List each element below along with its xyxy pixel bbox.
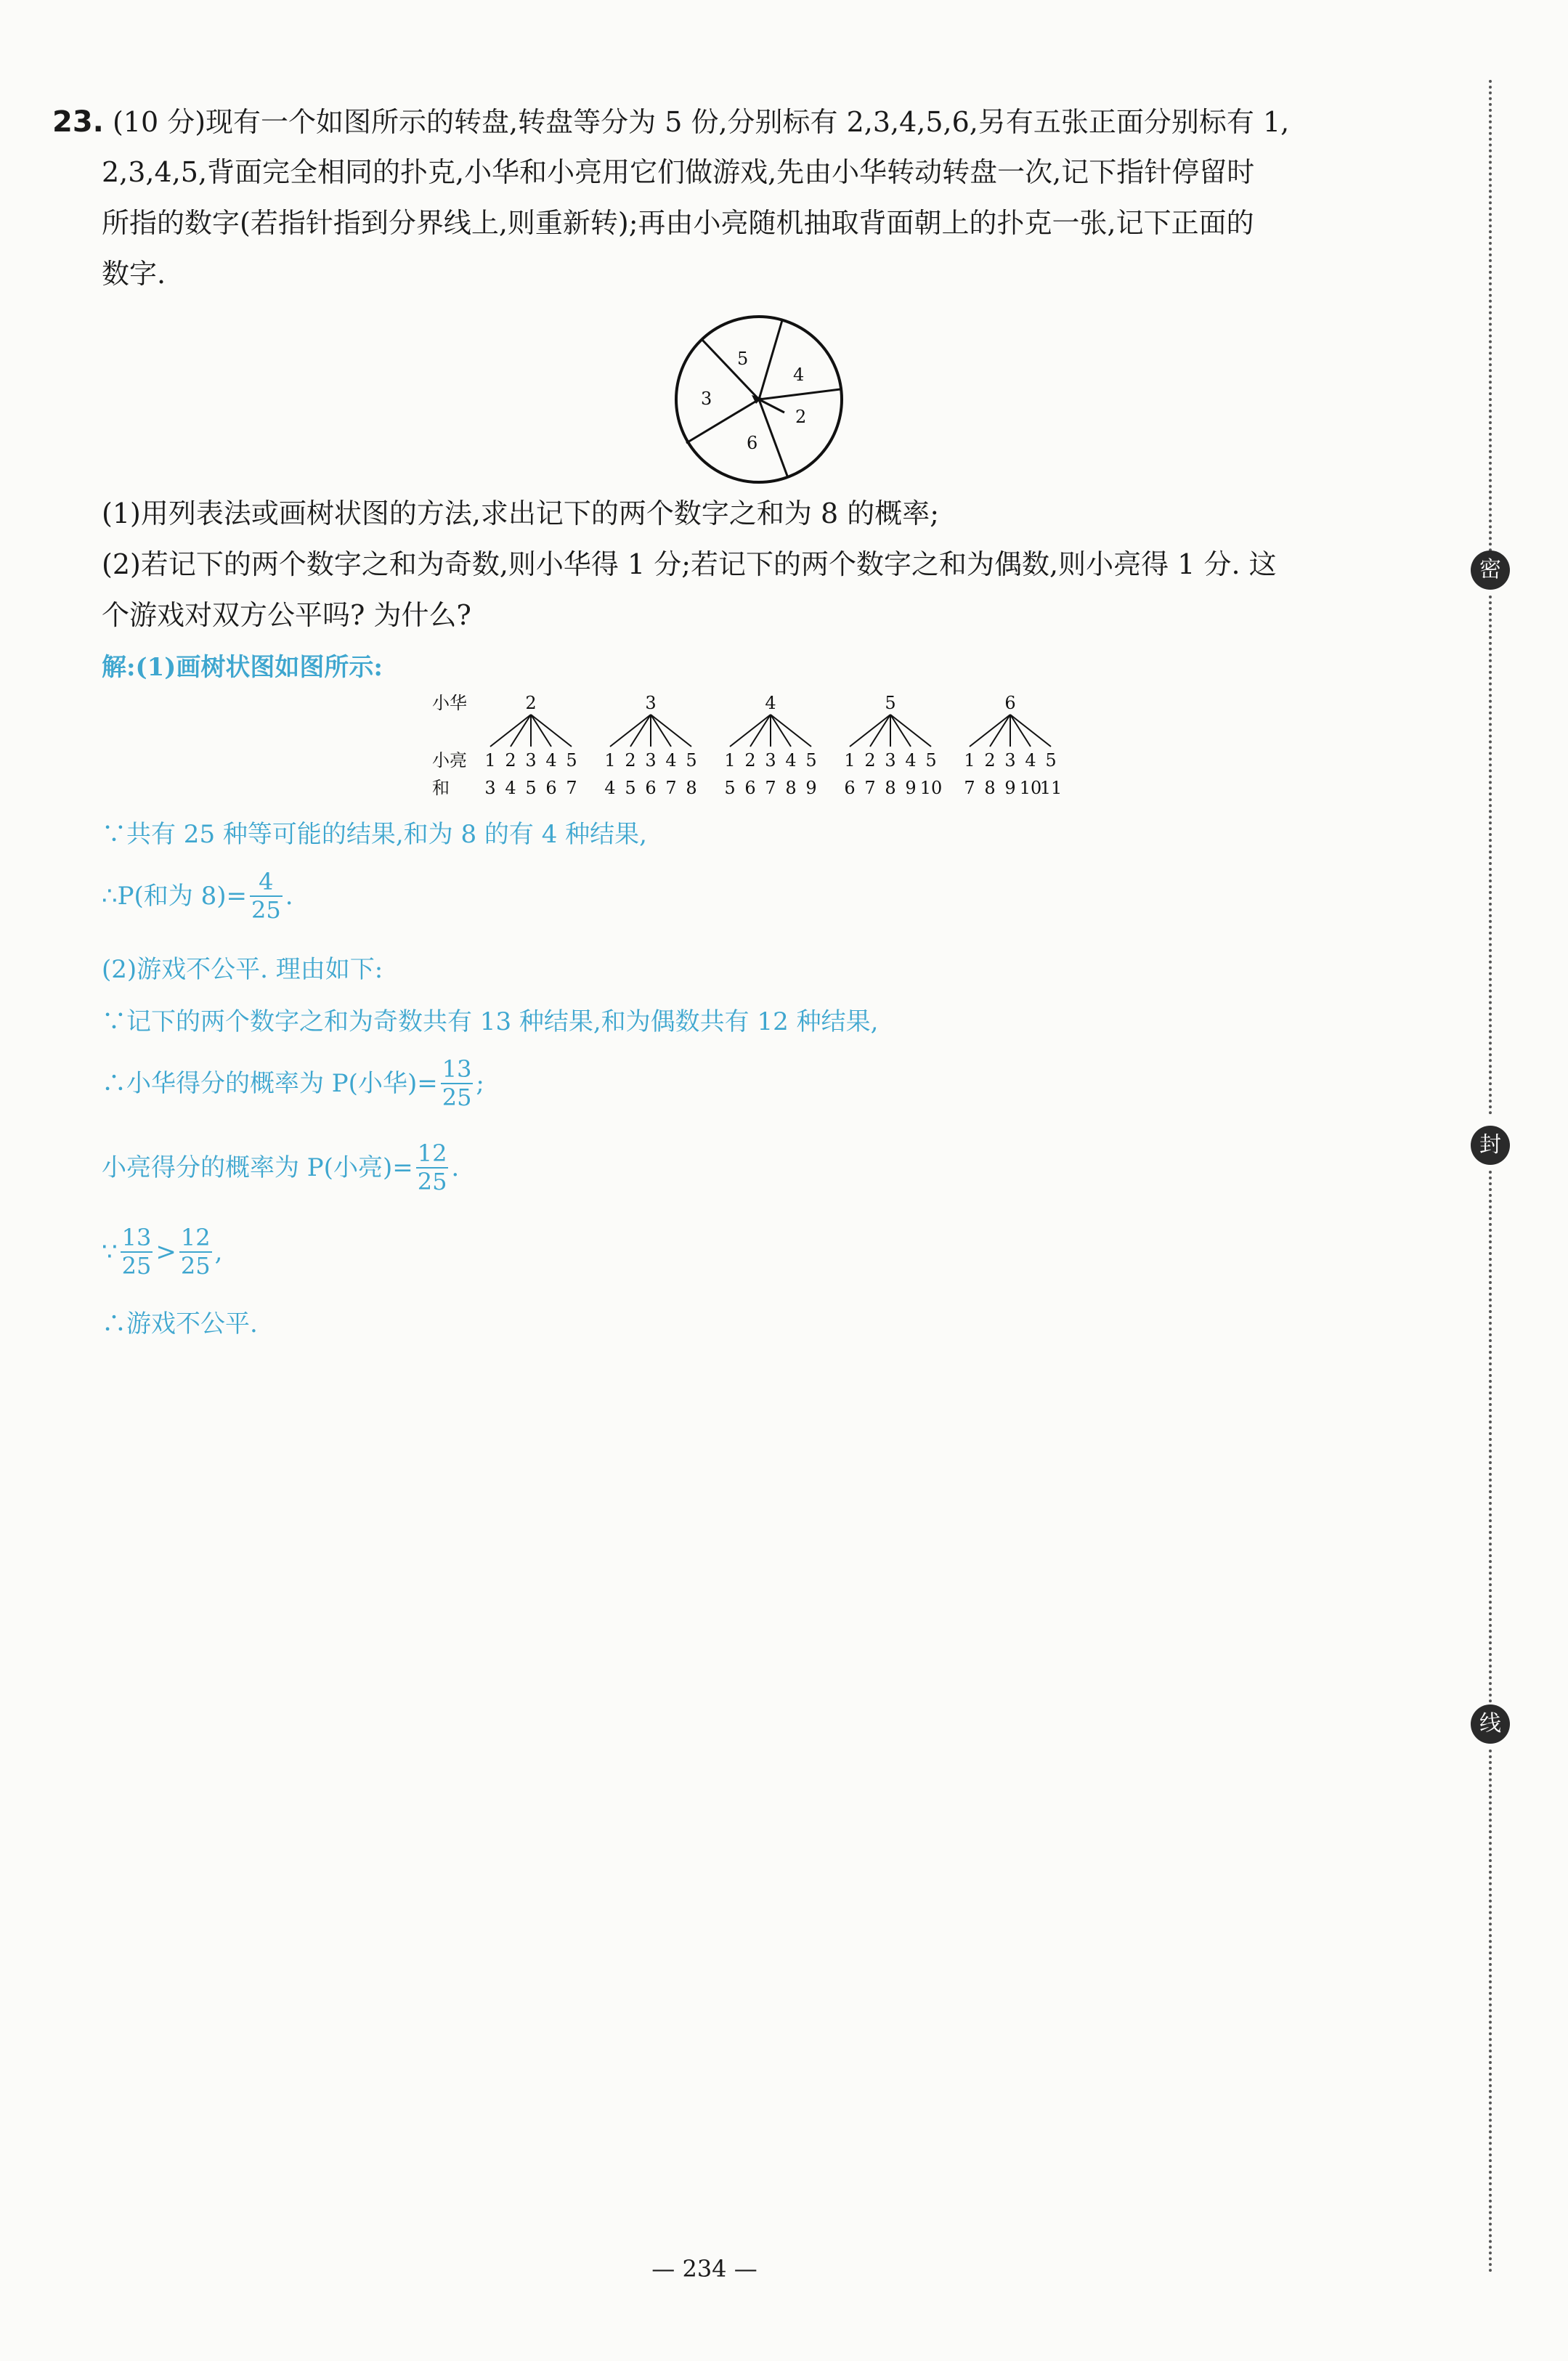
question-part-2-line-1: (2)若记下的两个数字之和为奇数,则小华得 1 分;若记下的两个数字之和为偶数,则小亮得 1 分. 这 — [102, 548, 1277, 580]
tree-root-4: 4 — [765, 693, 776, 713]
tree-leaf: 5 — [686, 750, 697, 771]
tree-branch — [651, 715, 671, 747]
spinner-label-5: 5 — [737, 349, 749, 369]
tree-branch — [1010, 715, 1031, 747]
tree-leaf: 2 — [744, 750, 756, 771]
tree-branch — [531, 715, 572, 747]
solution-line-5 — [102, 1056, 484, 1111]
tree-leaf: 2 — [984, 750, 996, 771]
fraction-13-25 — [121, 1224, 153, 1280]
question-part-2-line-2: 个游戏对双方公平吗? 为什么? — [102, 599, 471, 631]
tree-leaf: 1 — [964, 750, 975, 771]
margin-dotted-line-lower — [1489, 1171, 1492, 1703]
tree-sum: 9 — [805, 778, 817, 798]
tree-sum: 8 — [785, 778, 797, 798]
margin-seal-xian: 线 — [1471, 1704, 1510, 1744]
page-number: — 234 — — [651, 2255, 757, 2283]
tree-leaf: 4 — [905, 750, 917, 771]
fraction-numerator: 4 — [250, 869, 283, 897]
tree-sum: 7 — [765, 778, 776, 798]
question-text-1: (10 分)现有一个如图所示的转盘,转盘等分为 5 份,分别标有 2,3,4,5,6,另有五张正面分别标有 1, — [112, 106, 1290, 138]
solution-line-6 — [102, 1140, 459, 1195]
tree-branch — [511, 715, 531, 747]
margin-dotted-line-mid — [1489, 596, 1492, 1115]
solution-line-2-prefix: ∴P(和为 8)= — [102, 881, 247, 911]
fraction-p-xiaoliang — [416, 1140, 449, 1195]
tree-sum: 7 — [964, 778, 975, 798]
spinner-label-2: 2 — [795, 407, 807, 427]
margin-seal-mi: 密 — [1471, 550, 1510, 590]
fraction-p-xiaohua — [441, 1056, 474, 1111]
tree-sum: 6 — [545, 778, 557, 798]
tree-leaf: 2 — [505, 750, 516, 771]
solution-line-3: (2)游戏不公平. 理由如下: — [102, 955, 383, 984]
tree-root-5: 5 — [885, 693, 896, 713]
tree-sum: 6 — [744, 778, 756, 798]
tree-leaf: 4 — [665, 750, 677, 771]
tree-leaf: 3 — [1004, 750, 1016, 771]
tree-root-3: 3 — [645, 693, 657, 713]
tree-branch — [1010, 715, 1051, 747]
comparison-operator: > — [155, 1237, 176, 1267]
tree-label-sum: 和 — [432, 778, 450, 798]
tree-branch — [630, 715, 651, 747]
tree-sum: 4 — [505, 778, 516, 798]
tree-leaf: 3 — [645, 750, 657, 771]
tree-leaf: 5 — [805, 750, 817, 771]
tree-sum: 11 — [1039, 778, 1063, 798]
solution-line-7-prefix: ∵ — [102, 1237, 118, 1267]
solution-line-6-prefix: 小亮得分的概率为 P(小亮)= — [102, 1153, 413, 1182]
tree-label-xiaohua: 小华 — [432, 693, 467, 713]
tree-sum: 6 — [645, 778, 657, 798]
question-line-1 — [52, 107, 1289, 137]
solution-line-1: ∵共有 25 种等可能的结果,和为 8 的有 4 种结果, — [102, 820, 647, 849]
tree-leaf: 3 — [885, 750, 896, 771]
question-line-4: 数字. — [102, 258, 166, 290]
tree-leaf: 3 — [765, 750, 776, 771]
solution-line-2-suffix: . — [285, 881, 293, 911]
fraction-numerator: 13 — [442, 1055, 472, 1083]
tree-sum: 4 — [604, 778, 616, 798]
tree-leaf: 1 — [484, 750, 496, 771]
tree-branch — [970, 715, 1010, 747]
tree-sum: 7 — [665, 778, 677, 798]
tree-sum: 5 — [724, 778, 736, 798]
question-line-3: 所指的数字(若指针指到分界线上,则重新转);再由小亮随机抽取背面朝上的扑克一张,记下正面的 — [102, 207, 1254, 239]
spinner-figure — [665, 305, 853, 494]
tree-branch — [531, 715, 551, 747]
tree-leaf: 2 — [625, 750, 636, 771]
spinner-label-3: 3 — [701, 389, 712, 409]
tree-sum: 10 — [919, 778, 943, 798]
spinner-label-4: 4 — [793, 365, 805, 385]
solution-intro: 解:(1)画树状图如图所示: — [102, 653, 383, 682]
tree-sum: 8 — [686, 778, 697, 798]
solution-line-5-suffix: ; — [476, 1068, 484, 1098]
solution-line-6-suffix: . — [451, 1153, 460, 1182]
tree-leaf: 5 — [566, 750, 577, 771]
fraction-numerator: 13 — [121, 1224, 152, 1251]
solution-line-4: ∵记下的两个数字之和为奇数共有 13 种结果,和为偶数共有 12 种结果, — [102, 1007, 879, 1036]
spinner-label-6: 6 — [747, 433, 758, 453]
tree-sum: 7 — [864, 778, 876, 798]
tree-leaf: 5 — [925, 750, 937, 771]
tree-branch — [771, 715, 791, 747]
fraction-p-sum-8 — [250, 869, 283, 924]
tree-leaf: 1 — [724, 750, 736, 771]
fraction-denominator: 25 — [121, 1251, 152, 1280]
fraction-denominator: 25 — [442, 1083, 472, 1111]
margin-seal-feng: 封 — [1471, 1126, 1510, 1165]
tree-root-6: 6 — [1004, 693, 1016, 713]
tree-sum: 5 — [625, 778, 636, 798]
question-number: 23. — [52, 105, 104, 139]
tree-leaf: 3 — [525, 750, 537, 771]
tree-branch — [490, 715, 531, 747]
tree-branch — [771, 715, 811, 747]
fraction-denominator: 25 — [251, 895, 281, 924]
tree-branch — [890, 715, 931, 747]
tree-branch — [890, 715, 911, 747]
tree-diagram — [432, 688, 1100, 805]
margin-dotted-line-bottom — [1489, 1750, 1492, 2272]
tree-sum: 8 — [885, 778, 896, 798]
solution-line-7-suffix: , — [214, 1237, 223, 1267]
fraction-numerator: 12 — [417, 1139, 447, 1167]
question-line-2: 2,3,4,5,背面完全相同的扑克,小华和小亮用它们做游戏,先由小华转动转盘一次,记下指针停留时 — [102, 156, 1255, 188]
solution-line-7 — [102, 1224, 222, 1280]
tree-sum: 9 — [1004, 778, 1016, 798]
solution-line-2 — [102, 869, 293, 924]
fraction-numerator: 12 — [180, 1224, 211, 1251]
tree-branch — [651, 715, 691, 747]
tree-branch — [750, 715, 771, 747]
tree-sum: 3 — [484, 778, 496, 798]
tree-sum: 6 — [844, 778, 856, 798]
solution-line-5-prefix: ∴小华得分的概率为 P(小华)= — [102, 1068, 438, 1098]
tree-sum: 8 — [984, 778, 996, 798]
tree-leaf: 5 — [1045, 750, 1057, 771]
tree-branch — [990, 715, 1010, 747]
tree-leaf: 4 — [1025, 750, 1036, 771]
tree-branch — [870, 715, 890, 747]
fraction-denominator: 25 — [180, 1251, 211, 1280]
fraction-12-25 — [179, 1224, 212, 1280]
tree-leaf: 2 — [864, 750, 876, 771]
tree-leaf: 4 — [545, 750, 557, 771]
margin-dotted-line-top — [1489, 80, 1492, 552]
solution-line-8: ∴游戏不公平. — [102, 1309, 258, 1338]
tree-leaf: 4 — [785, 750, 797, 771]
tree-branch — [730, 715, 771, 747]
tree-sum: 5 — [525, 778, 537, 798]
tree-leaf: 1 — [844, 750, 856, 771]
question-part-1: (1)用列表法或画树状图的方法,求出记下的两个数字之和为 8 的概率; — [102, 497, 940, 529]
tree-sum: 9 — [905, 778, 917, 798]
tree-branch — [610, 715, 651, 747]
tree-leaf: 1 — [604, 750, 616, 771]
tree-branch — [850, 715, 890, 747]
tree-label-xiaoliang: 小亮 — [432, 750, 467, 771]
tree-sum: 7 — [566, 778, 577, 798]
tree-root-2: 2 — [525, 693, 537, 713]
fraction-denominator: 25 — [417, 1167, 447, 1195]
tree-sum: 10 — [1019, 778, 1042, 798]
